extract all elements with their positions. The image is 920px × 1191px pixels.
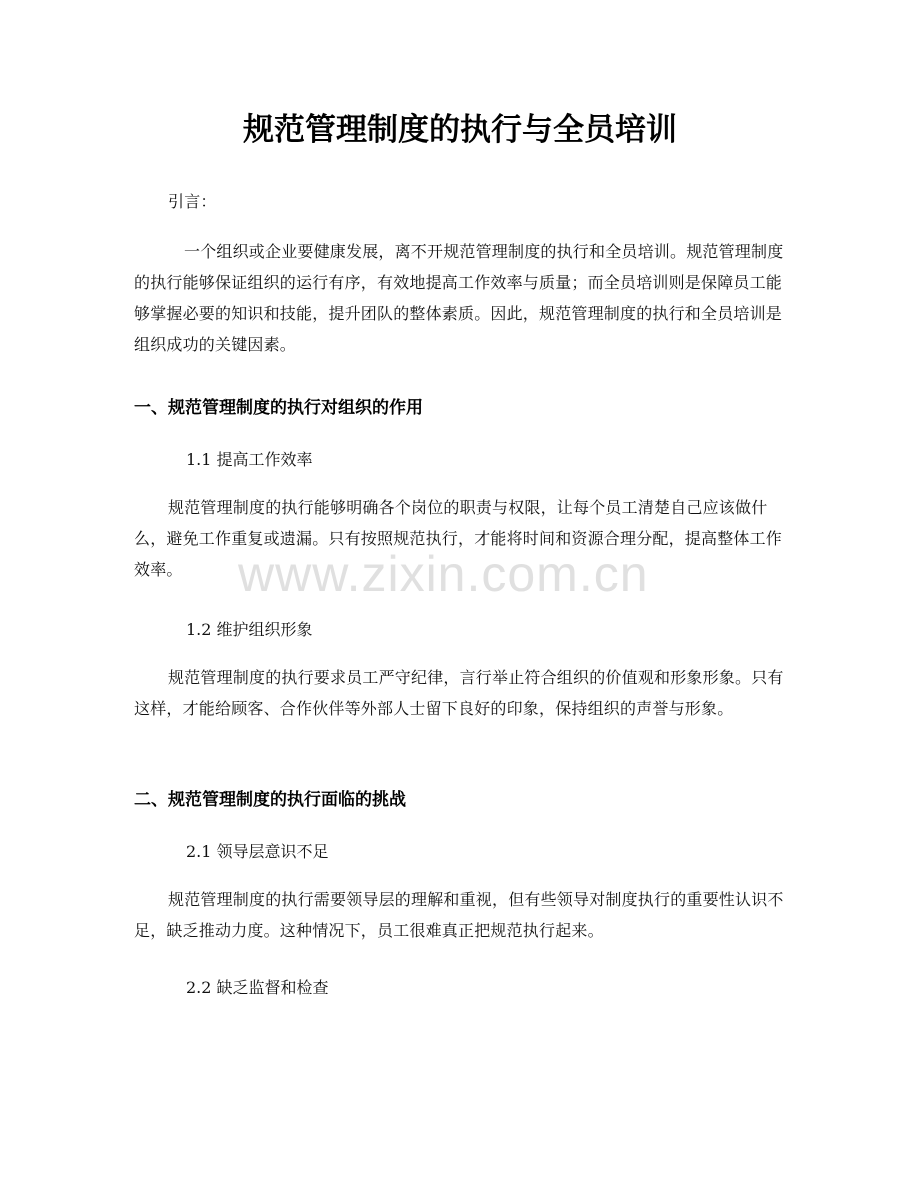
intro-label: 引言：	[168, 192, 217, 211]
watermark: www.zixin.com.cn	[238, 546, 649, 602]
subsection-2-1-paragraph: 规范管理制度的执行需要领导层的理解和重视，但有些领导对制度执行的重要性认识不足，缺乏推动力度。这种情况下，员工很难真正把规范执行起来。	[134, 890, 784, 940]
intro-paragraph: 一个组织或企业要健康发展，离不开规范管理制度的执行和全员培训。规范管理制度的执行能够保证组织的运行有序，有效地提高工作效率与质量；而全员培训则是保障员工能够掌握必要的知识和技能，提升团队的整体素质。因此，规范管理制度的执行和全员培训是组织成功的关键因素。	[134, 242, 784, 354]
section-1-heading: 一、规范管理制度的执行对组织的作用	[134, 398, 423, 418]
subsection-2-1-title: 2.1 领导层意识不足	[186, 842, 329, 861]
subsection-1-1-paragraph: 规范管理制度的执行能够明确各个岗位的职责与权限，让每个员工清楚自己应该做什么，避免工作重复或遗漏。只有按照规范执行，才能将时间和资源合理分配，提高整体工作效率。	[134, 498, 783, 579]
subsection-1-2-paragraph: 规范管理制度的执行要求员工严守纪律，言行举止符合组织的价值观和形象形象。只有这样，才能给顾客、合作伙伴等外部人士留下良好的印象，保持组织的声誉与形象。	[134, 668, 784, 718]
section-2-heading: 二、规范管理制度的执行面临的挑战	[134, 790, 406, 810]
subsection-2-2-title: 2.2 缺乏监督和检查	[186, 978, 329, 997]
document-title: 规范管理制度的执行与全员培训	[243, 112, 677, 148]
subsection-1-1-title: 1.1 提高工作效率	[186, 450, 313, 469]
subsection-1-2-title: 1.2 维护组织形象	[186, 620, 313, 639]
